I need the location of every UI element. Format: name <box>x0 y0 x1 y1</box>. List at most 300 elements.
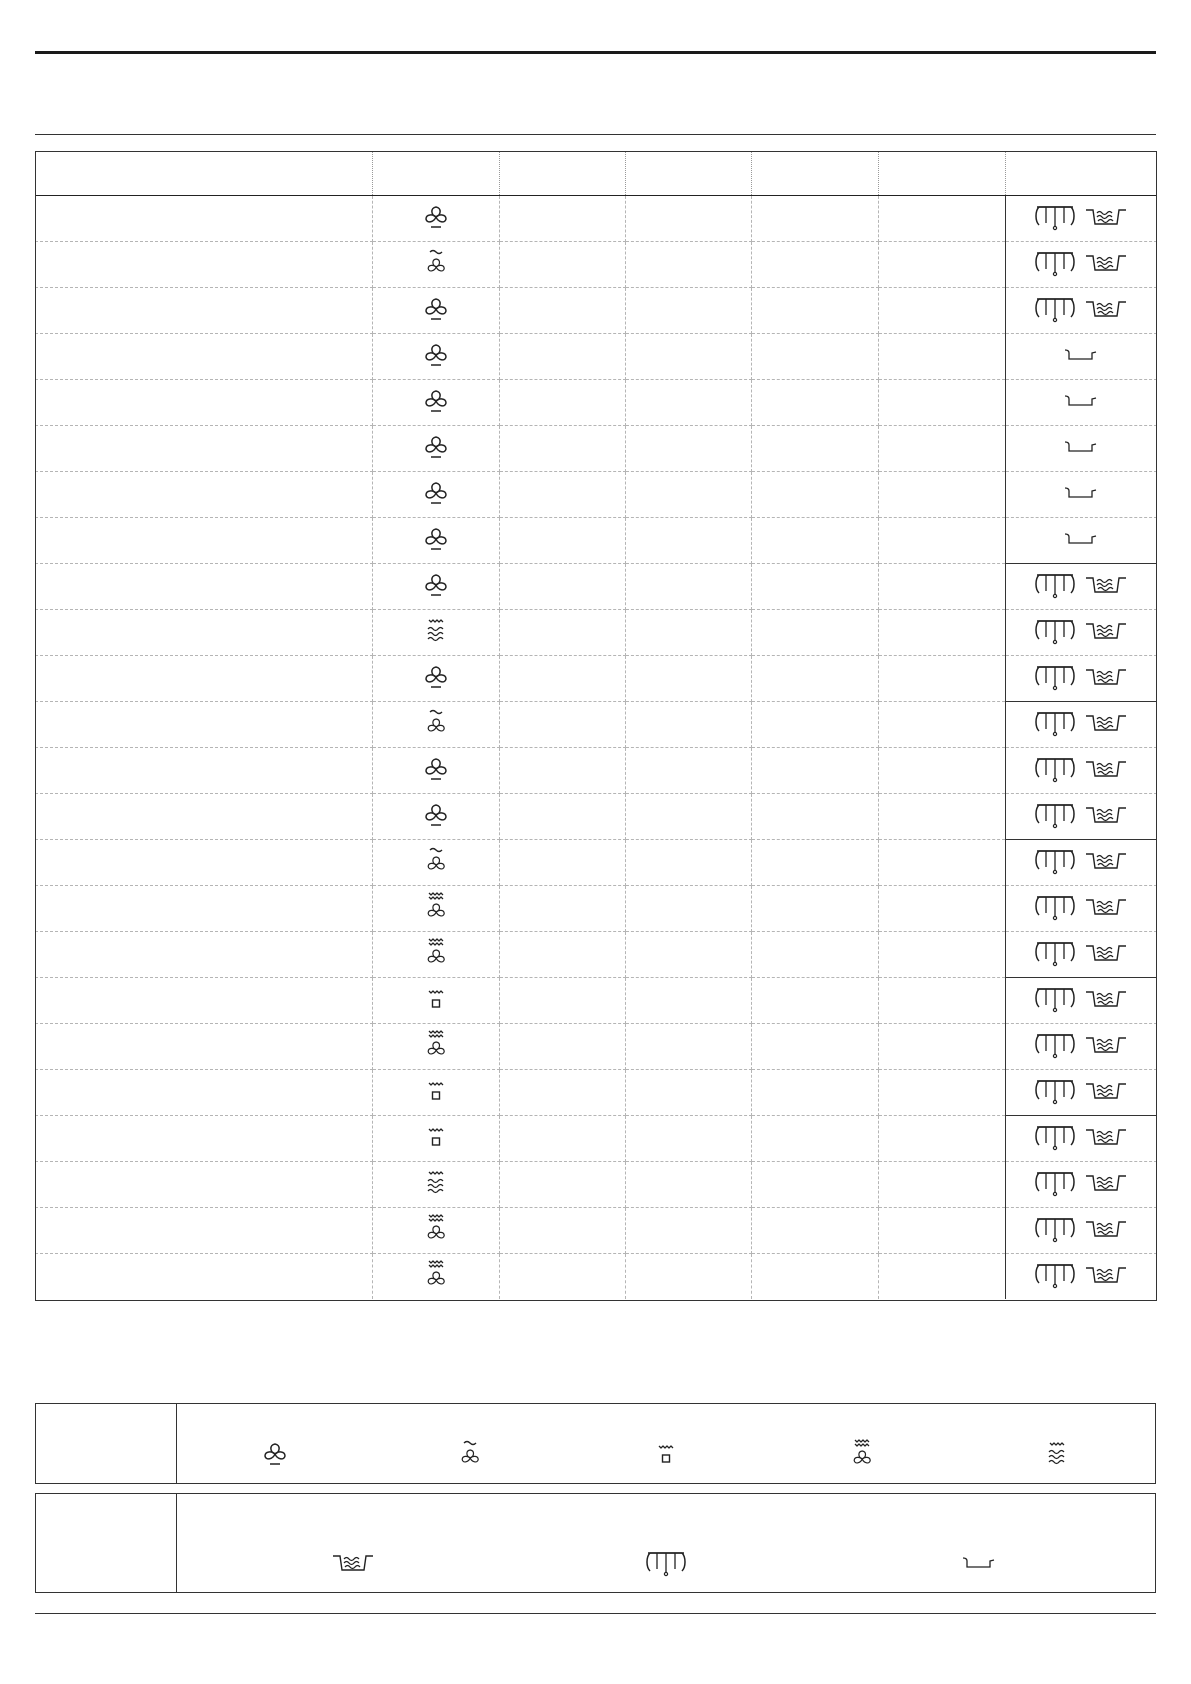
table-row <box>35 610 1157 656</box>
legend-item <box>410 1438 530 1473</box>
accessory-cell <box>1005 334 1157 380</box>
rack-and-tray-icons <box>1033 1029 1129 1064</box>
rack-and-tray-icons <box>1033 569 1129 604</box>
accessory-cell <box>1005 242 1157 288</box>
value-cell <box>751 1208 878 1254</box>
fan-icon <box>422 432 450 465</box>
accessory-legend-lead <box>36 1494 177 1592</box>
value-cell <box>751 932 878 978</box>
rack-and-tray-icons <box>1033 707 1129 742</box>
food-cell <box>35 1070 372 1116</box>
mode-cell <box>372 196 499 242</box>
food-cell <box>35 1116 372 1162</box>
rack-icon <box>1033 753 1077 788</box>
fan-icon <box>261 1439 289 1472</box>
food-cell <box>35 1208 372 1254</box>
tray-icon <box>1083 1030 1129 1063</box>
value-cell <box>625 380 751 426</box>
value-cell <box>751 1070 878 1116</box>
value-cell <box>499 380 625 426</box>
legend-item <box>802 1438 922 1473</box>
value-cell <box>499 1070 625 1116</box>
mode-cell <box>372 518 499 564</box>
header-cell-mode <box>372 151 499 196</box>
pan-icon <box>1061 390 1101 415</box>
table-row <box>35 840 1157 886</box>
rack-and-tray-icons <box>1033 615 1129 650</box>
grill-fan-icon <box>422 1259 450 1294</box>
table-row <box>35 748 1157 794</box>
value-cell <box>751 610 878 656</box>
mode-cell <box>372 288 499 334</box>
rack-icon <box>1033 201 1077 236</box>
tray-icon <box>1083 708 1129 741</box>
tray-icon <box>1083 892 1129 925</box>
mode-cell <box>372 1254 499 1300</box>
table-row <box>35 886 1157 932</box>
fan-icon <box>422 662 450 695</box>
accessory-cell <box>1005 656 1157 702</box>
table-row <box>35 426 1157 472</box>
value-cell <box>878 840 1005 886</box>
pan-icon <box>1061 436 1101 461</box>
value-cell <box>878 702 1005 748</box>
table-row <box>35 564 1157 610</box>
rack-icon <box>1033 1259 1077 1294</box>
value-cell <box>751 1254 878 1300</box>
value-cell <box>751 1024 878 1070</box>
value-cell <box>625 1024 751 1070</box>
rack-and-tray-icons <box>1033 753 1129 788</box>
mode-cell <box>372 426 499 472</box>
value-cell <box>499 1024 625 1070</box>
mode-cell <box>372 610 499 656</box>
value-cell <box>878 334 1005 380</box>
grill-waves-icon <box>422 616 450 649</box>
grill-fan-icon <box>422 1029 450 1064</box>
fan-icon <box>422 754 450 787</box>
value-cell <box>499 932 625 978</box>
accessory-cell <box>1005 196 1157 242</box>
rack-icon <box>1033 1213 1077 1248</box>
rack-and-tray-icons <box>1033 799 1129 834</box>
value-cell <box>625 518 751 564</box>
food-cell <box>35 656 372 702</box>
rack-and-tray-icons <box>1033 1213 1129 1248</box>
tray-icon <box>1083 662 1129 695</box>
tray-icon <box>1083 846 1129 879</box>
rack-icon <box>1033 1167 1077 1202</box>
value-cell <box>878 1254 1005 1300</box>
accessory-cell <box>1005 1162 1157 1208</box>
tray-icon <box>1083 1168 1129 1201</box>
value-cell <box>625 656 751 702</box>
value-cell <box>499 518 625 564</box>
value-cell <box>499 1208 625 1254</box>
value-cell <box>625 426 751 472</box>
value-cell <box>499 196 625 242</box>
food-cell <box>35 426 372 472</box>
value-cell <box>625 748 751 794</box>
value-cell <box>878 748 1005 794</box>
food-cell <box>35 242 372 288</box>
accessory-cell <box>1005 932 1157 978</box>
grill-square-icon <box>422 984 450 1017</box>
value-cell <box>751 242 878 288</box>
value-cell <box>625 334 751 380</box>
value-cell <box>751 288 878 334</box>
mode-cell <box>372 1116 499 1162</box>
fan-icon <box>422 386 450 419</box>
value-cell <box>625 1162 751 1208</box>
table-row <box>35 1024 1157 1070</box>
value-cell <box>878 472 1005 518</box>
food-cell <box>35 794 372 840</box>
tray-icon <box>1083 202 1129 235</box>
food-cell <box>35 472 372 518</box>
mode-legend-items <box>177 1438 1155 1473</box>
mode-cell <box>372 242 499 288</box>
food-cell <box>35 748 372 794</box>
accessory-cell <box>1005 1254 1157 1300</box>
value-cell <box>878 886 1005 932</box>
table-row <box>35 288 1157 334</box>
accessory-cell <box>1005 472 1157 518</box>
value-cell <box>878 1116 1005 1162</box>
value-cell <box>878 1208 1005 1254</box>
tray-icon <box>1083 1260 1129 1293</box>
rack-icon <box>1033 293 1077 328</box>
table-header-row <box>35 151 1157 196</box>
accessory-cell <box>1005 1116 1157 1162</box>
mode-cell <box>372 748 499 794</box>
mode-cell <box>372 564 499 610</box>
tray-icon <box>1083 984 1129 1017</box>
rack-icon <box>1033 569 1077 604</box>
value-cell <box>878 610 1005 656</box>
food-cell <box>35 196 372 242</box>
table-row <box>35 1162 1157 1208</box>
top-rule <box>35 51 1156 54</box>
header-rule <box>35 134 1156 135</box>
tray-icon <box>1083 294 1129 327</box>
mode-cell <box>372 840 499 886</box>
grill-fan-icon <box>848 1438 876 1473</box>
food-cell <box>35 932 372 978</box>
value-cell <box>878 1162 1005 1208</box>
mode-legend <box>35 1403 1156 1484</box>
rack-icon <box>1033 1029 1077 1064</box>
tray-icon <box>1083 616 1129 649</box>
value-cell <box>878 564 1005 610</box>
value-cell <box>751 794 878 840</box>
fan-top-heat-icon <box>422 707 450 742</box>
legend-item <box>919 1547 1039 1582</box>
accessory-cell <box>1005 1208 1157 1254</box>
legend-item <box>997 1438 1117 1473</box>
value-cell <box>878 426 1005 472</box>
food-cell <box>35 334 372 380</box>
value-cell <box>499 978 625 1024</box>
mode-cell <box>372 978 499 1024</box>
rack-icon <box>1033 1075 1077 1110</box>
rack-and-tray-icons <box>1033 201 1129 236</box>
table-row <box>35 1116 1157 1162</box>
mode-cell <box>372 1162 499 1208</box>
grill-fan-icon <box>422 1213 450 1248</box>
value-cell <box>499 1116 625 1162</box>
fan-top-heat-icon <box>422 845 450 880</box>
value-cell <box>499 242 625 288</box>
value-cell <box>878 978 1005 1024</box>
legend-item <box>215 1438 335 1473</box>
value-cell <box>751 380 878 426</box>
value-cell <box>625 794 751 840</box>
tray-icon <box>330 1548 376 1581</box>
value-cell <box>499 702 625 748</box>
mode-cell <box>372 380 499 426</box>
value-cell <box>878 518 1005 564</box>
value-cell <box>751 702 878 748</box>
table-row <box>35 242 1157 288</box>
rack-icon <box>1033 615 1077 650</box>
rack-icon <box>1033 1121 1077 1156</box>
value-cell <box>499 656 625 702</box>
grill-fan-icon <box>422 937 450 972</box>
tray-icon <box>1083 800 1129 833</box>
tray-icon <box>1083 1076 1129 1109</box>
value-cell <box>751 518 878 564</box>
rack-and-tray-icons <box>1033 1075 1129 1110</box>
mode-cell <box>372 1208 499 1254</box>
mode-cell <box>372 932 499 978</box>
accessory-cell <box>1005 610 1157 656</box>
table-row <box>35 794 1157 840</box>
table-row <box>35 518 1157 564</box>
rack-icon <box>1033 799 1077 834</box>
food-cell <box>35 610 372 656</box>
value-cell <box>625 1254 751 1300</box>
grill-square-icon <box>652 1439 680 1472</box>
value-cell <box>878 1024 1005 1070</box>
accessory-legend <box>35 1493 1156 1593</box>
value-cell <box>499 1254 625 1300</box>
table-row <box>35 1070 1157 1116</box>
table-row <box>35 380 1157 426</box>
value-cell <box>751 564 878 610</box>
value-cell <box>625 1070 751 1116</box>
value-cell <box>751 1162 878 1208</box>
accessory-cell <box>1005 518 1157 564</box>
fan-icon <box>422 202 450 235</box>
rack-and-tray-icons <box>1033 247 1129 282</box>
header-cell-food <box>35 151 372 196</box>
value-cell <box>751 886 878 932</box>
value-cell <box>625 932 751 978</box>
grill-waves-icon <box>1043 1439 1071 1472</box>
fan-icon <box>422 800 450 833</box>
food-cell <box>35 886 372 932</box>
accessory-cell <box>1005 978 1157 1024</box>
food-cell <box>35 1024 372 1070</box>
value-cell <box>751 748 878 794</box>
cooking-table <box>35 151 1157 1299</box>
value-cell <box>625 564 751 610</box>
value-cell <box>878 196 1005 242</box>
table-row <box>35 196 1157 242</box>
accessory-cell <box>1005 748 1157 794</box>
rack-and-tray-icons <box>1033 293 1129 328</box>
value-cell <box>625 978 751 1024</box>
value-cell <box>878 1070 1005 1116</box>
value-cell <box>625 1116 751 1162</box>
value-cell <box>625 1208 751 1254</box>
table-row <box>35 472 1157 518</box>
table-row <box>35 702 1157 748</box>
header-cell-accessory <box>1005 151 1157 196</box>
value-cell <box>751 1116 878 1162</box>
value-cell <box>499 564 625 610</box>
value-cell <box>878 932 1005 978</box>
table-row <box>35 656 1157 702</box>
header-cell-6 <box>878 151 1005 196</box>
mode-cell <box>372 702 499 748</box>
value-cell <box>625 610 751 656</box>
value-cell <box>751 656 878 702</box>
mode-cell <box>372 1024 499 1070</box>
legend-item <box>293 1547 413 1582</box>
tray-icon <box>1083 1122 1129 1155</box>
value-cell <box>499 334 625 380</box>
accessory-cell <box>1005 886 1157 932</box>
accessory-cell <box>1005 1024 1157 1070</box>
rack-icon <box>1033 707 1077 742</box>
value-cell <box>878 242 1005 288</box>
accessory-cell <box>1005 840 1157 886</box>
accessory-cell <box>1005 794 1157 840</box>
mode-cell <box>372 1070 499 1116</box>
header-cell-3 <box>499 151 625 196</box>
value-cell <box>499 1162 625 1208</box>
food-cell <box>35 288 372 334</box>
value-cell <box>878 380 1005 426</box>
header-cell-5 <box>751 151 878 196</box>
rack-and-tray-icons <box>1033 983 1129 1018</box>
table-row <box>35 334 1157 380</box>
pan-icon <box>1061 482 1101 507</box>
value-cell <box>625 702 751 748</box>
rack-icon <box>1033 891 1077 926</box>
value-cell <box>751 196 878 242</box>
grill-fan-icon <box>422 891 450 926</box>
rack-and-tray-icons <box>1033 891 1129 926</box>
food-cell <box>35 1162 372 1208</box>
mode-cell <box>372 472 499 518</box>
rack-and-tray-icons <box>1033 1167 1129 1202</box>
value-cell <box>878 656 1005 702</box>
pan-icon <box>1061 528 1101 553</box>
rack-and-tray-icons <box>1033 937 1129 972</box>
accessory-cell <box>1005 288 1157 334</box>
bottom-rule <box>35 1613 1156 1614</box>
table-body <box>35 196 1157 1300</box>
accessory-cell <box>1005 426 1157 472</box>
accessory-cell <box>1005 380 1157 426</box>
value-cell <box>499 610 625 656</box>
grill-square-icon <box>422 1122 450 1155</box>
value-cell <box>878 288 1005 334</box>
mode-legend-lead <box>36 1404 177 1483</box>
value-cell <box>625 886 751 932</box>
value-cell <box>751 472 878 518</box>
table-row <box>35 1254 1157 1300</box>
mode-cell <box>372 656 499 702</box>
fan-icon <box>422 294 450 327</box>
grill-waves-icon <box>422 1168 450 1201</box>
value-cell <box>751 334 878 380</box>
fan-icon <box>422 478 450 511</box>
rack-icon <box>1033 937 1077 972</box>
food-cell <box>35 518 372 564</box>
tray-icon <box>1083 570 1129 603</box>
rack-icon <box>1033 845 1077 880</box>
rack-icon <box>1033 661 1077 696</box>
accessory-legend-items <box>177 1547 1155 1582</box>
rack-and-tray-icons <box>1033 845 1129 880</box>
value-cell <box>625 288 751 334</box>
legend-item <box>606 1547 726 1582</box>
pan-icon <box>1061 344 1101 369</box>
tray-icon <box>1083 1214 1129 1247</box>
accessory-cell <box>1005 702 1157 748</box>
fan-icon <box>422 570 450 603</box>
rack-icon <box>1033 247 1077 282</box>
value-cell <box>499 288 625 334</box>
header-cell-4 <box>625 151 751 196</box>
rack-and-tray-icons <box>1033 661 1129 696</box>
food-cell <box>35 840 372 886</box>
rack-icon <box>644 1547 688 1582</box>
value-cell <box>625 472 751 518</box>
table-row <box>35 1208 1157 1254</box>
value-cell <box>499 472 625 518</box>
value-cell <box>499 426 625 472</box>
value-cell <box>499 886 625 932</box>
food-cell <box>35 1254 372 1300</box>
legend-item <box>606 1438 726 1473</box>
food-cell <box>35 978 372 1024</box>
rack-and-tray-icons <box>1033 1121 1129 1156</box>
mode-cell <box>372 886 499 932</box>
value-cell <box>625 242 751 288</box>
tray-icon <box>1083 754 1129 787</box>
accessory-cell <box>1005 564 1157 610</box>
fan-top-heat-icon <box>456 1438 484 1473</box>
tray-icon <box>1083 938 1129 971</box>
value-cell <box>751 978 878 1024</box>
mode-cell <box>372 794 499 840</box>
food-cell <box>35 564 372 610</box>
value-cell <box>625 196 751 242</box>
fan-top-heat-icon <box>422 247 450 282</box>
value-cell <box>751 840 878 886</box>
value-cell <box>499 794 625 840</box>
food-cell <box>35 380 372 426</box>
value-cell <box>499 840 625 886</box>
table-row <box>35 932 1157 978</box>
value-cell <box>625 840 751 886</box>
value-cell <box>751 426 878 472</box>
